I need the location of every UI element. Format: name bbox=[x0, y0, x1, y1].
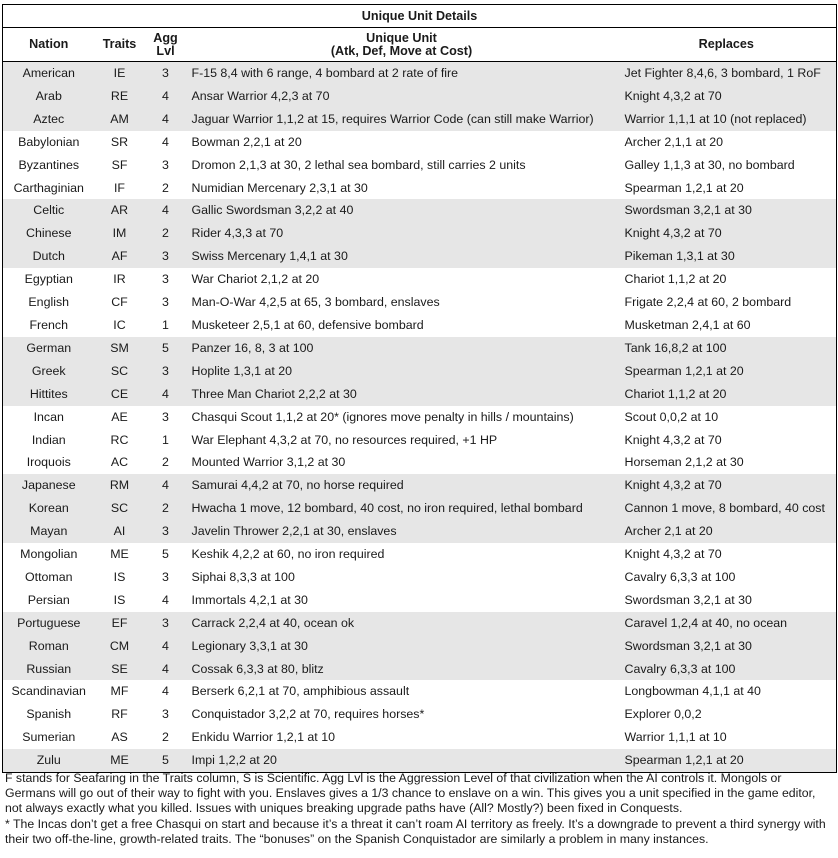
agg-lvl-cell: 3 bbox=[162, 295, 169, 310]
table-title: Unique Unit Details bbox=[3, 5, 837, 28]
footnotes bbox=[5, 771, 835, 847]
agg-lvl-cell: 4 bbox=[145, 383, 187, 406]
table-row bbox=[3, 635, 837, 658]
nation-cell: Persian bbox=[27, 592, 70, 607]
agg-lvl-cell: 4 bbox=[162, 134, 169, 149]
traits-cell: SE bbox=[95, 658, 145, 681]
nation-cell: Carthaginian bbox=[13, 180, 84, 195]
traits-cell: ME bbox=[110, 547, 129, 562]
traits-cell: RM bbox=[95, 474, 145, 497]
nation-cell: Korean bbox=[3, 497, 95, 520]
agg-lvl-cell: 4 bbox=[145, 85, 187, 108]
replaces-cell: Spearman 1,2,1 at 20 bbox=[617, 360, 837, 383]
agg-lvl-cell: 3 bbox=[162, 569, 169, 584]
traits-cell: RC bbox=[110, 432, 129, 447]
replaces-cell: Knight 4,3,2 at 70 bbox=[617, 474, 837, 497]
agg-lvl-cell: 4 bbox=[145, 474, 187, 497]
replaces-cell: Cannon 1 move, 8 bombard, 40 cost bbox=[617, 497, 837, 520]
agg-lvl-cell: 3 bbox=[145, 612, 187, 635]
unique-unit-cell: Panzer 16, 8, 3 at 100 bbox=[187, 337, 617, 360]
table-title-row bbox=[3, 5, 837, 28]
unique-unit-cell: Mounted Warrior 3,1,2 at 30 bbox=[191, 455, 346, 470]
replaces-cell: Archer 2,1 at 20 bbox=[617, 520, 837, 543]
traits-cell: IS bbox=[113, 569, 126, 584]
nation-cell: Russian bbox=[3, 658, 95, 681]
agg-lvl-cell: 1 bbox=[162, 317, 169, 332]
traits-cell: IC bbox=[113, 317, 126, 332]
unique-unit-cell: Cossak 6,3,3 at 80, blitz bbox=[187, 658, 617, 681]
replaces-cell: Cavalry 6,3,3 at 100 bbox=[617, 658, 837, 681]
nation-cell: Roman bbox=[3, 635, 95, 658]
nation-cell: Sumerian bbox=[22, 730, 76, 745]
unique-unit-cell: Siphai 8,3,3 at 100 bbox=[191, 569, 295, 584]
table-row bbox=[3, 497, 837, 520]
table-row bbox=[3, 543, 837, 566]
table-row bbox=[3, 451, 837, 474]
table-row bbox=[3, 360, 837, 383]
replaces-cell: Scout 0,0,2 at 10 bbox=[624, 409, 719, 424]
replaces-cell: Chariot 1,1,2 at 20 bbox=[624, 272, 727, 287]
nation-cell: American bbox=[3, 62, 95, 85]
unique-unit-cell: Chasqui Scout 1,1,2 at 20* (ignores move penalty in hills / mountains) bbox=[191, 409, 574, 424]
traits-cell: IF bbox=[113, 180, 125, 195]
traits-cell: AM bbox=[95, 108, 145, 131]
agg-lvl-cell: 4 bbox=[162, 592, 169, 607]
unique-unit-cell: Legionary 3,3,1 at 30 bbox=[187, 635, 617, 658]
traits-cell: AS bbox=[111, 730, 128, 745]
agg-lvl-cell: 4 bbox=[145, 635, 187, 658]
column-header-nation: Nation bbox=[3, 28, 95, 62]
replaces-cell: Knight 4,3,2 at 70 bbox=[624, 547, 722, 562]
table-row bbox=[3, 154, 837, 177]
nation-cell: Spanish bbox=[26, 707, 72, 722]
unique-unit-cell: Bowman 2,2,1 at 20 bbox=[191, 134, 302, 149]
column-header-agg-lvl: Agg Lvl bbox=[145, 28, 187, 62]
traits-cell: IM bbox=[95, 222, 145, 245]
traits-cell: RF bbox=[111, 707, 128, 722]
table-row bbox=[3, 566, 837, 589]
traits-cell: SR bbox=[110, 134, 129, 149]
traits-cell: AF bbox=[95, 245, 145, 268]
column-header-unique-unit: Unique Unit (Atk, Def, Move at Cost) bbox=[187, 28, 617, 62]
agg-lvl-cell: 3 bbox=[145, 520, 187, 543]
unique-unit-cell: Rider 4,3,3 at 70 bbox=[187, 222, 617, 245]
unique-unit-cell: Ansar Warrior 4,2,3 at 70 bbox=[187, 85, 617, 108]
replaces-cell: Longbowman 4,1,1 at 40 bbox=[624, 684, 761, 699]
agg-lvl-cell: 3 bbox=[162, 157, 169, 172]
nation-cell: Hittites bbox=[3, 383, 95, 406]
table-row bbox=[3, 406, 837, 429]
table-row bbox=[3, 222, 837, 245]
nation-cell: Dutch bbox=[3, 245, 95, 268]
agg-lvl-cell: 3 bbox=[162, 272, 169, 287]
replaces-cell: Tank 16,8,2 at 100 bbox=[617, 337, 837, 360]
nation-cell: Japanese bbox=[3, 474, 95, 497]
unique-unit-cell: Carrack 2,2,4 at 40, ocean ok bbox=[187, 612, 617, 635]
agg-lvl-cell: 4 bbox=[145, 658, 187, 681]
agg-lvl-cell: 5 bbox=[145, 749, 187, 772]
nation-cell: Incan bbox=[33, 409, 64, 424]
replaces-cell: Galley 1,1,3 at 30, no bombard bbox=[624, 157, 795, 172]
unique-unit-cell: Three Man Chariot 2,2,2 at 30 bbox=[187, 383, 617, 406]
unique-unit-table-container bbox=[2, 4, 836, 773]
agg-lvl-cell: 2 bbox=[162, 455, 169, 470]
table-row bbox=[3, 703, 837, 726]
agg-lvl-cell: 3 bbox=[162, 409, 169, 424]
column-header-traits: Traits bbox=[95, 28, 145, 62]
table-body bbox=[3, 62, 837, 773]
unique-unit-cell: F-15 8,4 with 6 range, 4 bombard at 2 rate of fire bbox=[187, 62, 617, 85]
table-row bbox=[3, 589, 837, 612]
nation-cell: Portuguese bbox=[3, 612, 95, 635]
table-row bbox=[3, 749, 837, 772]
unique-unit-cell: Hoplite 1,3,1 at 20 bbox=[187, 360, 617, 383]
unique-unit-cell: Impi 1,2,2 at 20 bbox=[187, 749, 617, 772]
unique-unit-cell: Javelin Thrower 2,2,1 at 30, enslaves bbox=[187, 520, 617, 543]
unique-unit-cell: Dromon 2,1,3 at 30, 2 lethal sea bombard, still carries 2 units bbox=[191, 157, 526, 172]
replaces-cell: Jet Fighter 8,4,6, 3 bombard, 1 RoF bbox=[617, 62, 837, 85]
unique-unit-cell: Hwacha 1 move, 12 bombard, 40 cost, no iron required, lethal bombard bbox=[187, 497, 617, 520]
nation-cell: French bbox=[29, 317, 69, 332]
agg-lvl-cell: 2 bbox=[162, 180, 169, 195]
nation-cell: Scandinavian bbox=[11, 684, 86, 699]
table-row bbox=[3, 85, 837, 108]
replaces-cell: Swordsman 3,2,1 at 30 bbox=[617, 199, 837, 222]
nation-cell: Arab bbox=[3, 85, 95, 108]
traits-cell: EF bbox=[95, 612, 145, 635]
nation-cell: Aztec bbox=[3, 108, 95, 131]
traits-cell: MF bbox=[110, 684, 129, 699]
unique-unit-cell: Immortals 4,2,1 at 30 bbox=[191, 592, 308, 607]
unique-unit-cell: Musketeer 2,5,1 at 60, defensive bombard bbox=[191, 317, 424, 332]
agg-lvl-cell: 5 bbox=[162, 547, 169, 562]
table-row bbox=[3, 383, 837, 406]
agg-lvl-cell: 3 bbox=[145, 62, 187, 85]
traits-cell: IE bbox=[95, 62, 145, 85]
nation-cell: English bbox=[28, 295, 70, 310]
unique-unit-cell: Jaguar Warrior 1,1,2 at 15, requires Warrior Code (can still make Warrior) bbox=[187, 108, 617, 131]
footnote-incas-spanish: * The Incas don’t get a free Chasqui on start and because it’s a threat it can’t roam AI territory as freely. It’s a downgrade to prevent a third synergy with their two off-the-line, growth-related traits. The “bonuses” on the Spanish Conquistador are similarly a problem in many instances. bbox=[5, 816, 826, 846]
agg-lvl-cell: 2 bbox=[145, 222, 187, 245]
traits-cell: SC bbox=[95, 497, 145, 520]
replaces-cell: Musketman 2,4,1 at 60 bbox=[624, 317, 751, 332]
unique-unit-cell: Berserk 6,2,1 at 70, amphibious assault bbox=[191, 684, 410, 699]
agg-lvl-cell: 4 bbox=[145, 199, 187, 222]
replaces-cell: Knight 4,3,2 at 70 bbox=[617, 222, 837, 245]
agg-lvl-cell: 3 bbox=[162, 707, 169, 722]
traits-cell: SF bbox=[111, 157, 128, 172]
replaces-cell: Warrior 1,1,1 at 10 (not replaced) bbox=[617, 108, 837, 131]
table-row bbox=[3, 680, 837, 703]
agg-lvl-cell: 5 bbox=[145, 337, 187, 360]
table-row bbox=[3, 474, 837, 497]
nation-cell: Babylonian bbox=[18, 134, 80, 149]
replaces-cell: Spearman 1,2,1 at 20 bbox=[624, 180, 744, 195]
nation-cell: Chinese bbox=[3, 222, 95, 245]
agg-lvl-cell: 2 bbox=[145, 497, 187, 520]
nation-cell: Egyptian bbox=[24, 272, 73, 287]
table-row bbox=[3, 726, 837, 749]
agg-lvl-cell: 4 bbox=[162, 684, 169, 699]
table-row bbox=[3, 245, 837, 268]
unique-unit-cell: Conquistador 3,2,2 at 70, requires horses* bbox=[191, 707, 425, 722]
traits-cell: AE bbox=[111, 409, 128, 424]
table-row bbox=[3, 658, 837, 681]
traits-cell: ME bbox=[95, 749, 145, 772]
nation-cell: Mayan bbox=[3, 520, 95, 543]
table-row bbox=[3, 337, 837, 360]
table-row bbox=[3, 268, 837, 291]
table-row bbox=[3, 199, 837, 222]
traits-cell: CF bbox=[111, 295, 128, 310]
nation-cell: German bbox=[3, 337, 95, 360]
unique-unit-cell: Keshik 4,2,2 at 60, no iron required bbox=[191, 547, 385, 562]
replaces-cell: Warrior 1,1,1 at 10 bbox=[624, 730, 727, 745]
unique-unit-cell: Man-O-War 4,2,5 at 65, 3 bombard, enslaves bbox=[191, 295, 440, 310]
replaces-cell: Spearman 1,2,1 at 20 bbox=[617, 749, 837, 772]
traits-cell: CM bbox=[95, 635, 145, 658]
footnote-traits-legend: F stands for Seafaring in the Traits column, S is Scientific. Agg Lvl is the Aggression Level of that civilization when the AI controls it. Mongols or Germans will go out of their way to fight with you. Enslaves gives a 1/3 chance to enslave on a win. This gives you a unit specified in the game editor, not always exactly what you killed. Issues with uniques breaking upgrade paths have (All? Mostly?) been fixed in Conquests. bbox=[5, 771, 816, 816]
table-row bbox=[3, 177, 837, 200]
replaces-cell: Swordsman 3,2,1 at 30 bbox=[624, 592, 752, 607]
unique-unit-cell: Enkidu Warrior 1,2,1 at 10 bbox=[191, 730, 335, 745]
agg-lvl-cell: 1 bbox=[162, 432, 169, 447]
unique-unit-table bbox=[2, 4, 837, 773]
table-row bbox=[3, 520, 837, 543]
table-row bbox=[3, 108, 837, 131]
table-row bbox=[3, 314, 837, 337]
traits-cell: SC bbox=[95, 360, 145, 383]
nation-cell: Ottoman bbox=[24, 569, 73, 584]
replaces-cell: Pikeman 1,3,1 at 30 bbox=[617, 245, 837, 268]
nation-cell: Indian bbox=[31, 432, 66, 447]
replaces-cell: Chariot 1,1,2 at 20 bbox=[617, 383, 837, 406]
unique-unit-cell: Numidian Mercenary 2,3,1 at 30 bbox=[191, 180, 368, 195]
replaces-cell: Swordsman 3,2,1 at 30 bbox=[617, 635, 837, 658]
nation-cell: Celtic bbox=[3, 199, 95, 222]
replaces-cell: Cavalry 6,3,3 at 100 bbox=[624, 569, 736, 584]
traits-cell: RE bbox=[95, 85, 145, 108]
traits-cell: IS bbox=[113, 592, 126, 607]
unique-unit-cell: War Elephant 4,3,2 at 70, no resources required, +1 HP bbox=[191, 432, 498, 447]
replaces-cell: Archer 2,1,1 at 20 bbox=[624, 134, 723, 149]
replaces-cell: Knight 4,3,2 at 70 bbox=[617, 85, 837, 108]
replaces-cell: Caravel 1,2,4 at 40, no ocean bbox=[617, 612, 837, 635]
replaces-cell: Knight 4,3,2 at 70 bbox=[624, 432, 722, 447]
nation-cell: Mongolian bbox=[20, 547, 78, 562]
traits-cell: AC bbox=[110, 455, 129, 470]
nation-cell: Greek bbox=[3, 360, 95, 383]
table-row bbox=[3, 612, 837, 635]
traits-cell: AI bbox=[95, 520, 145, 543]
traits-cell: AR bbox=[95, 199, 145, 222]
table-row bbox=[3, 291, 837, 314]
column-header-row bbox=[3, 28, 837, 62]
unique-unit-cell: War Chariot 2,1,2 at 20 bbox=[191, 272, 320, 287]
traits-cell: IR bbox=[113, 272, 126, 287]
traits-cell: CE bbox=[95, 383, 145, 406]
table-row bbox=[3, 429, 837, 452]
table-row bbox=[3, 62, 837, 85]
unique-unit-cell: Gallic Swordsman 3,2,2 at 40 bbox=[187, 199, 617, 222]
unique-unit-cell: Samurai 4,4,2 at 70, no horse required bbox=[187, 474, 617, 497]
table-row bbox=[3, 131, 837, 154]
replaces-cell: Frigate 2,2,4 at 60, 2 bombard bbox=[624, 295, 792, 310]
nation-cell: Zulu bbox=[3, 749, 95, 772]
nation-cell: Byzantines bbox=[18, 157, 80, 172]
agg-lvl-cell: 2 bbox=[162, 730, 169, 745]
replaces-cell: Explorer 0,0,2 bbox=[624, 707, 702, 722]
column-header-replaces: Replaces bbox=[617, 28, 837, 62]
agg-lvl-cell: 4 bbox=[145, 108, 187, 131]
replaces-cell: Horseman 2,1,2 at 30 bbox=[624, 455, 744, 470]
agg-lvl-cell: 3 bbox=[145, 360, 187, 383]
traits-cell: SM bbox=[95, 337, 145, 360]
unique-unit-cell: Swiss Mercenary 1,4,1 at 30 bbox=[187, 245, 617, 268]
nation-cell: Iroquois bbox=[26, 455, 71, 470]
agg-lvl-cell: 3 bbox=[145, 245, 187, 268]
